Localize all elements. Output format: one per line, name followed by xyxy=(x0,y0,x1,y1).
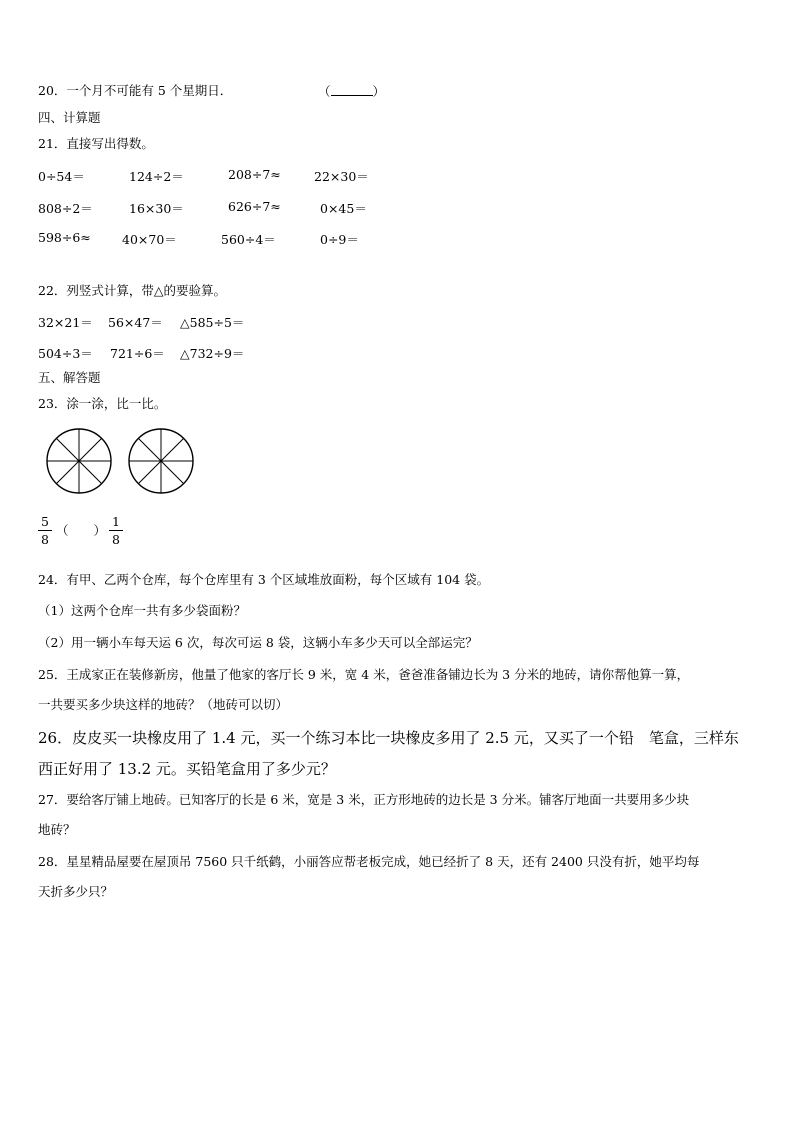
calc-item: 22×30＝ xyxy=(314,169,369,184)
calc-item: 721÷6＝ xyxy=(110,346,165,361)
question-28-line1: 28．星星精品屋要在屋顶吊 7560 只千纸鹤，小丽答应帮老板完成，她已经折了 8 天，还有 2400 只没有折，她平均每 xyxy=(38,854,700,869)
question-24-sub2: （2）用一辆小车每天运 6 次，每次可运 8 袋，这辆小车多少天可以全部运完？ xyxy=(38,635,478,650)
calc-item: 626÷7≈ xyxy=(228,199,281,214)
circle-divided-eighths-right[interactable] xyxy=(126,426,196,496)
circle-divided-eighths-left[interactable] xyxy=(44,426,114,496)
question-24-text: 24．有甲、乙两个仓库，每个仓库里有 3 个区域堆放面粉，每个区域有 104 袋。 xyxy=(38,572,490,587)
calc-item: 208÷7≈ xyxy=(228,167,281,182)
calc-item: 16×30＝ xyxy=(129,201,184,216)
question-25-line2: 一共要买多少块这样的地砖？（地砖可以切） xyxy=(38,697,289,712)
section-heading-4: 四、计算题 xyxy=(38,110,101,125)
question-27-line1: 27．要给客厅铺上地砖。已知客厅的长是 6 米，宽是 3 米，正方形地砖的边长是 3 分米。铺客厅地面一共要用多少块 xyxy=(38,792,690,807)
calc-item: △585÷5＝ xyxy=(180,315,245,330)
question-23-title: 23．涂一涂，比一比。 xyxy=(38,396,167,411)
calc-item: 56×47＝ xyxy=(108,315,163,330)
calc-item: 560÷4＝ xyxy=(221,232,276,247)
question-26-line1: 26．皮皮买一块橡皮用了 1.4 元，买一个练习本比一块橡皮多用了 2.5 元，又买了一个铅 笔盒，三样东 xyxy=(38,729,739,747)
calc-item: 32×21＝ xyxy=(38,315,93,330)
question-24-sub1: （1）这两个仓库一共有多少袋面粉？ xyxy=(38,603,246,618)
calc-item: 40×70＝ xyxy=(122,232,177,247)
calc-item: 0×45＝ xyxy=(320,201,367,216)
calc-item: 808÷2＝ xyxy=(38,201,93,216)
vertical-calc-row-2 xyxy=(38,344,438,360)
calc-row-3 xyxy=(38,230,438,246)
calc-item: 0÷9＝ xyxy=(320,232,359,247)
fraction-right xyxy=(109,514,123,547)
question-21-title: 21．直接写出得数。 xyxy=(38,136,154,151)
answer-blank-20[interactable]: （ ） xyxy=(318,84,386,99)
fraction-numerator: 1 xyxy=(112,514,120,529)
vertical-calc-row-1 xyxy=(38,313,438,329)
fraction-bar xyxy=(109,530,123,531)
question-26-line2: 西正好用了 13.2 元。买铅笔盒用了多少元？ xyxy=(38,760,336,778)
calc-row-2 xyxy=(38,199,438,215)
question-25-line1: 25．王成家正在装修新房，他量了他家的客厅长 9 米，宽 4 米，爸爸准备铺边长为 3 分米的地砖，请你帮他算一算， xyxy=(38,667,690,682)
question-20 xyxy=(38,83,232,99)
calc-item: △732÷9＝ xyxy=(180,346,245,361)
fraction-bar xyxy=(38,530,52,531)
calc-item: 598÷6≈ xyxy=(38,230,91,245)
calc-item: 504÷3＝ xyxy=(38,346,93,361)
calc-item: 124÷2＝ xyxy=(129,169,184,184)
fraction-numerator: 5 xyxy=(41,514,49,529)
blank-line xyxy=(331,83,373,96)
question-20-text: 20．一个月不可能有 5 个星期日． xyxy=(38,83,233,98)
question-22-title: 22．列竖式计算，带△的要验算。 xyxy=(38,283,227,298)
section-heading-5: 五、解答题 xyxy=(38,370,101,385)
question-28-line2: 天折多少只？ xyxy=(38,884,114,899)
calc-row-1 xyxy=(38,167,438,183)
compare-blank[interactable]: （ ） xyxy=(56,523,107,538)
fraction-denominator: 8 xyxy=(41,532,49,547)
question-27-line2: 地砖？ xyxy=(38,822,76,837)
calc-item: 0÷54＝ xyxy=(38,169,85,184)
fraction-left xyxy=(38,514,52,547)
fraction-denominator: 8 xyxy=(112,532,120,547)
